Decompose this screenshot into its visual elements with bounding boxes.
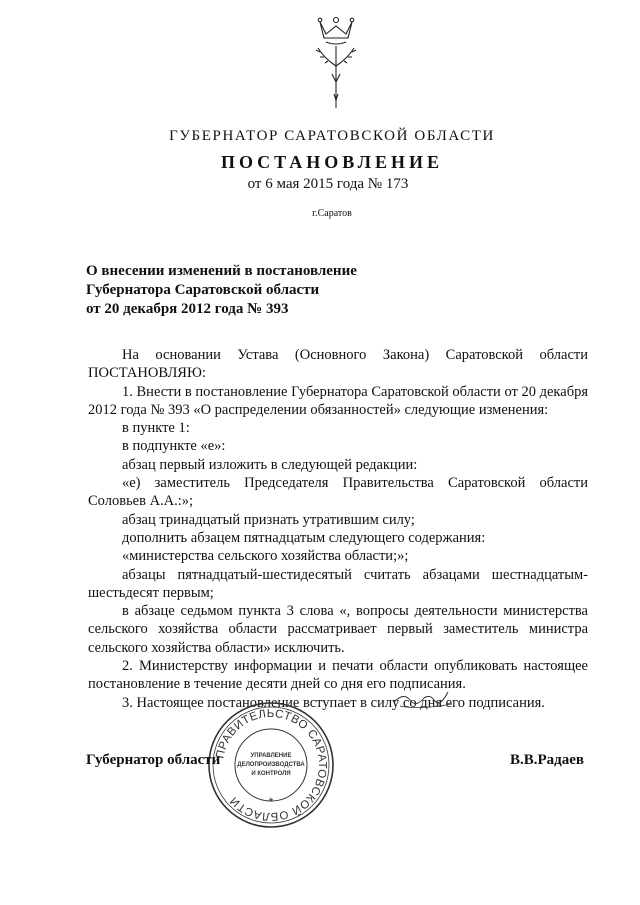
- issuer-title: ГУБЕРНАТОР САРАТОВСКОЙ ОБЛАСТИ: [169, 128, 495, 144]
- body-paragraph: абзацы пятнадцатый-шестидесятый считать абзацами шестнадцатым-шестьдесят первым;: [88, 566, 588, 601]
- stamp-star: *: [268, 795, 274, 809]
- official-stamp: [206, 700, 336, 830]
- body-paragraph: «министерства сельского хозяйства области;»;: [122, 548, 409, 565]
- signatory-name: В.В.Радаев: [510, 752, 585, 768]
- subject-line: Губернатора Саратовской области: [86, 282, 320, 298]
- body-paragraph: в пункте 1:: [122, 420, 190, 437]
- body-paragraph: абзац тринадцатый признать утратившим силу;: [122, 511, 415, 528]
- stamp-center-line: И КОНТРОЛЯ: [251, 771, 291, 777]
- stamp-ring-text: ПРАВИТЕЛЬСТВО САРАТОВСКОЙ ОБЛАСТИ: [214, 707, 329, 823]
- stamp-center-line: ДЕЛОПРОИЗВОДСТВА: [237, 762, 305, 768]
- signatory-title: Губернатор области: [86, 752, 221, 768]
- subject-line: от 20 декабря 2012 года № 393: [86, 301, 289, 317]
- body-paragraph: На основании Устава (Основного Закона) Саратовской области: [122, 347, 588, 363]
- body-paragraph: «е) заместитель Председателя Правительства Саратовской области Соловьев А.А.:»;: [88, 475, 588, 510]
- body-paragraph: 3. Настоящее постановление вступает в силу со дня его подписания.: [122, 694, 545, 711]
- document-body: [88, 346, 588, 712]
- handwritten-signature-icon: [390, 684, 460, 714]
- document-date-number: от 6 мая 2015 года № 173: [247, 176, 409, 192]
- body-paragraph: дополнить абзацем пятнадцатым следующего содержания:: [122, 529, 486, 546]
- body-paragraph: 2. Министерству информации и печати области опубликовать настоящее постановление в течение десяти дней со дня его подписания.: [88, 658, 588, 693]
- body-paragraph: ПОСТАНОВЛЯЮ:: [88, 365, 206, 382]
- body-paragraph: в абзаце седьмом пункта 3 слова «, вопросы деятельности министерства сельского хозяйства области рассматривает первый заместитель министра сельского хозяйства области» исключить.: [88, 603, 588, 656]
- body-paragraph: 1. Внести в постановление Губернатора Саратовской области от 20 декабря 2012 года № 393 «О распределении обязанностей» следующие изменения:: [88, 383, 588, 418]
- body-paragraph: в подпункте «е»:: [122, 438, 226, 455]
- document-subject: [86, 262, 486, 319]
- emblem-crown-icon: [306, 8, 366, 112]
- body-paragraph: абзац первый изложить в следующей редакции:: [122, 456, 418, 473]
- document-type: ПОСТАНОВЛЕНИЕ: [220, 152, 444, 172]
- document-city: г.Саратов: [312, 208, 352, 219]
- subject-line: О внесении изменений в постановление: [86, 263, 357, 279]
- stamp-center-line: УПРАВЛЕНИЕ: [250, 753, 292, 759]
